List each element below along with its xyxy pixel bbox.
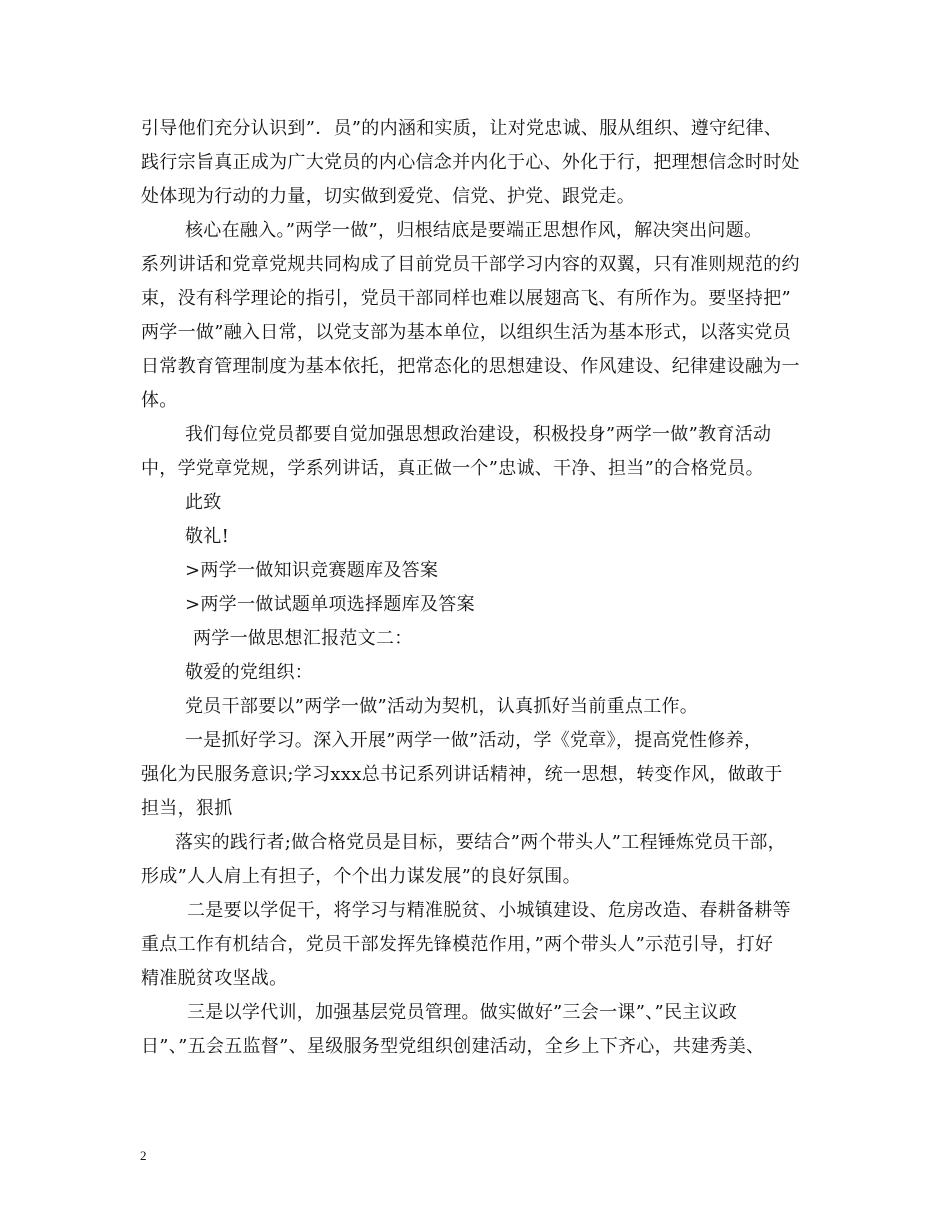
- paragraph-first-line: 我们每位党员都要自觉加强思想政治建设，积极投身”两学一做”教育活动: [185, 424, 772, 445]
- related-link[interactable]: >两学一做知识竞赛题库及答案: [185, 560, 439, 581]
- text-line: 中，学党章党规，学系列讲话，真正做一个”忠诚、干净、担当”的合格党员。: [141, 458, 764, 479]
- text-line: 体。: [141, 390, 178, 411]
- paragraph-first-line: 二是要以学促干，将学习与精准脱贫、小城镇建设、危房改造、春耕备耕等: [187, 900, 791, 921]
- text-line: 担当，狠抓: [141, 798, 233, 819]
- closing-salutation: 此致: [185, 492, 222, 513]
- text-line: 重点工作有机结合，党员干部发挥先锋模范作用，”两个带头人”示范引导，打好: [141, 934, 774, 955]
- related-link[interactable]: >两学一做试题单项选择题库及答案: [185, 594, 475, 615]
- letter-greeting: 敬爱的党组织：: [185, 662, 314, 683]
- text-line: 形成”人人肩上有担子，个个出力谋发展”的良好氛围。: [141, 866, 581, 887]
- document-body: [141, 112, 821, 1064]
- text-line: 束，没有科学理论的指引，党员干部同样也难以展翅高飞、有所作为。要坚持把”: [141, 288, 791, 309]
- closing-regards: 敬礼!: [185, 526, 230, 547]
- paragraph-first-line: 一是抓好学习。深入开展”两学一做”活动，学《党章》，提高党性修养，: [185, 730, 763, 751]
- text-line: 日常教育管理制度为基本依托，把常态化的思想建设、作风建设、纪律建设融为一: [141, 356, 800, 377]
- text-line: 系列讲话和党章党规共同构成了目前党员干部学习内容的双翼，只有准则规范的约: [141, 254, 800, 275]
- text-line: 强化为民服务意识;学习xxx总书记系列讲话精神，统一思想，转变作风，做敢于: [141, 764, 783, 785]
- paragraph-first-line: 核心在融入。”两学一做”，归根结底是要端正思想作风，解决突出问题。: [185, 220, 763, 241]
- text-line: 引导他们充分认识到”．员”的内涵和实质，让对党忠诚、服从组织、遵守纪律、: [141, 118, 783, 139]
- text-line: 处体现为行动的力量，切实做到爱党、信党、护党、跟党走。: [141, 186, 636, 207]
- paragraph-first-line: 党员干部要以”两学一做”活动为契机，认真抓好当前重点工作。: [185, 696, 699, 717]
- paragraph-first-line: 落实的践行者;做合格党员是目标，要结合”两个带头人”工程锤炼党员干部，: [175, 832, 786, 853]
- text-line: 两学一做”融入日常，以党支部为基本单位，以组织生活为基本形式，以落实党员: [141, 322, 791, 343]
- page-number: 2: [140, 1148, 147, 1163]
- text-line: 日”、”五会五监督”、星级服务型党组织创建活动，全乡上下齐心，共建秀美、: [141, 1036, 765, 1057]
- text-line: 践行宗旨真正成为广大党员的内心信念并内化于心、外化于行，把理想信念时时处: [141, 152, 800, 173]
- text-line: 精准脱贫攻坚战。: [141, 968, 288, 989]
- section-title: 两学一做思想汇报范文二：: [193, 628, 413, 649]
- paragraph-first-line: 三是以学代训，加强基层党员管理。做实做好”三会一课”、”民主议政: [187, 1002, 738, 1023]
